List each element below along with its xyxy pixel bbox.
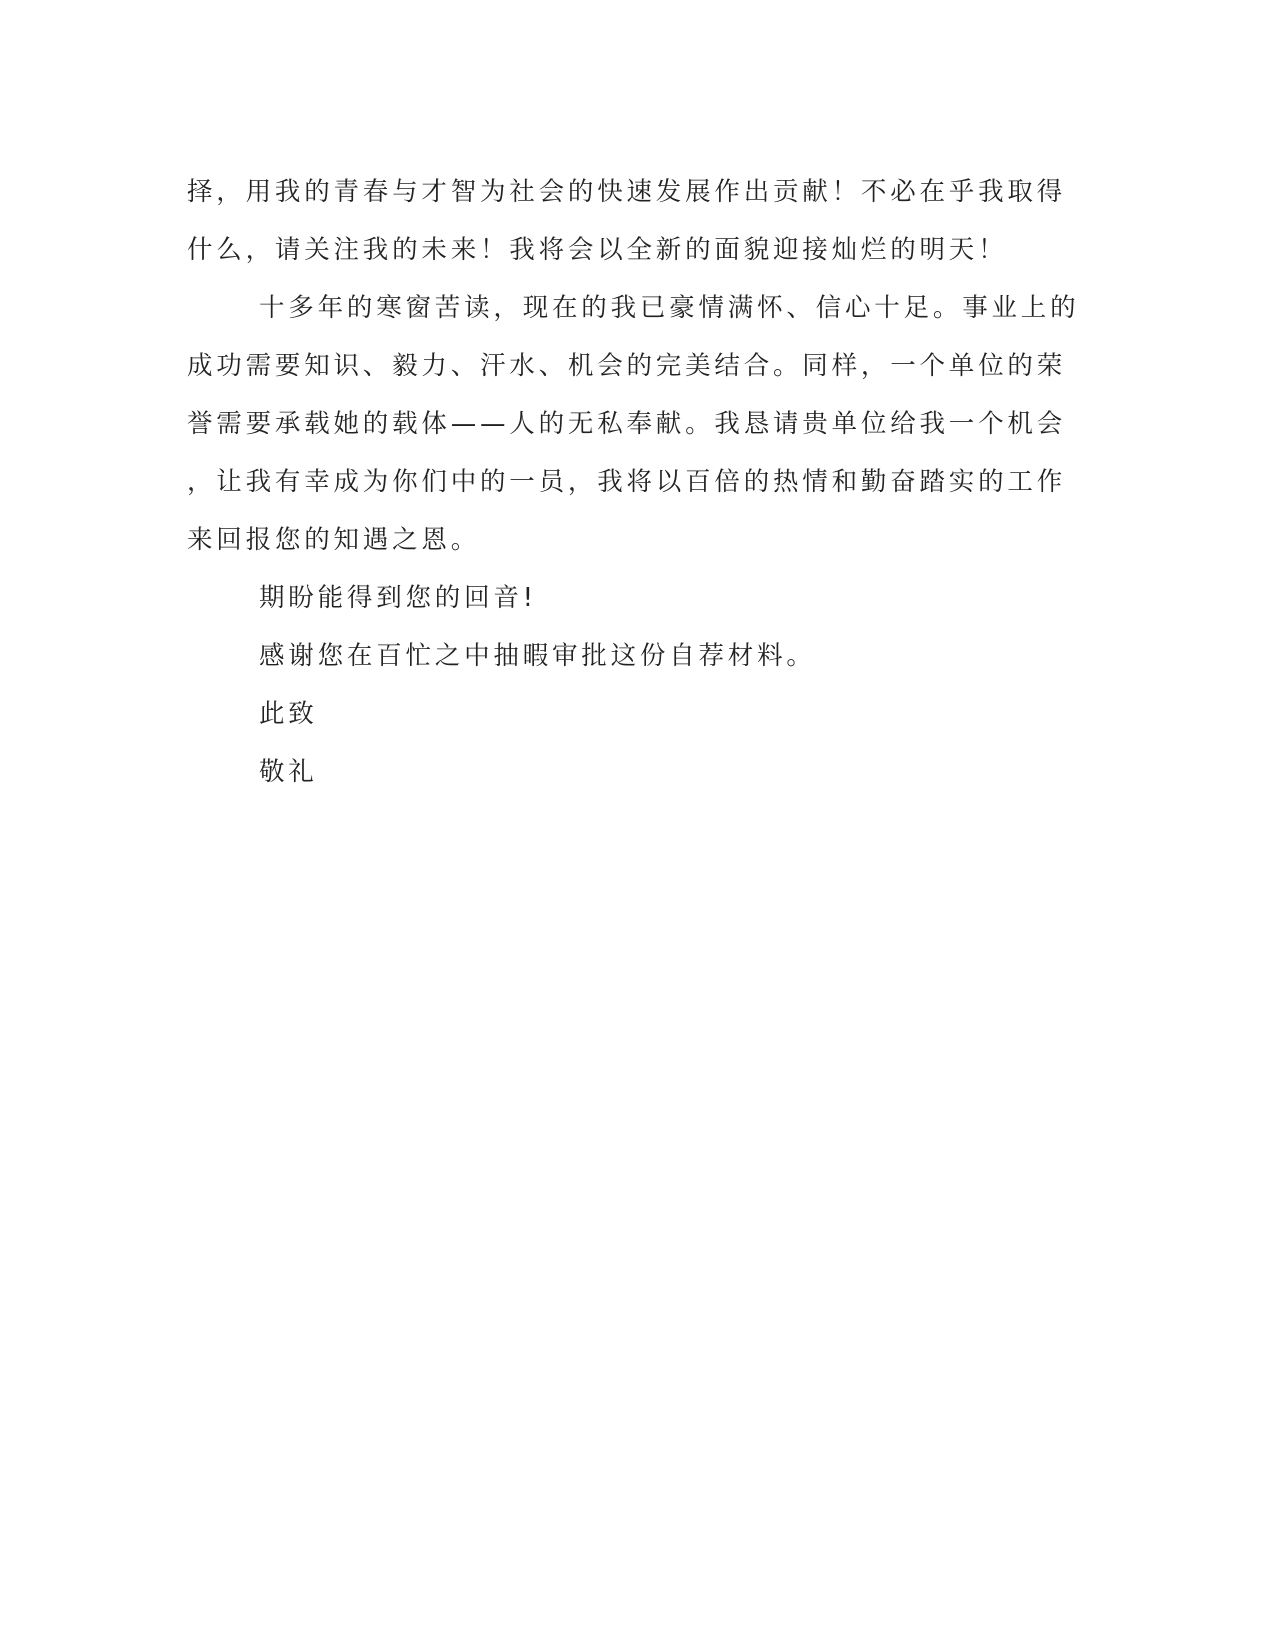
paragraph-2-line-5: 来回报您的知遇之恩。 (187, 525, 481, 555)
paragraph-2-line-4: ，让我有幸成为你们中的一员，我将以百倍的热情和勤奋踏实的工作 (187, 467, 1067, 497)
paragraph-2-line-2: 成功需要知识、毅力、汗水、机会的完美结合。同样，一个单位的荣 (187, 351, 1067, 381)
salutation-cizhi: 此致 (259, 699, 318, 729)
salutation-jingli: 敬礼 (259, 757, 318, 787)
paragraph-1-line-1: 择，用我的青春与才智为社会的快速发展作出贡献！不必在乎我取得 (187, 177, 1067, 207)
paragraph-2-line-3: 誉需要承载她的载体——人的无私奉献。我恳请贵单位给我一个机会 (187, 409, 1067, 439)
paragraph-1-line-2: 什么，请关注我的未来！我将会以全新的面貌迎接灿烂的明天！ (187, 235, 1008, 265)
closing-thanks-line: 感谢您在百忙之中抽暇审批这份自荐材料。 (259, 641, 816, 671)
paragraph-2-line-1: 十多年的寒窗苦读，现在的我已豪情满怀、信心十足。事业上的 (259, 293, 1080, 323)
closing-hope-line: 期盼能得到您的回音! (259, 583, 537, 613)
